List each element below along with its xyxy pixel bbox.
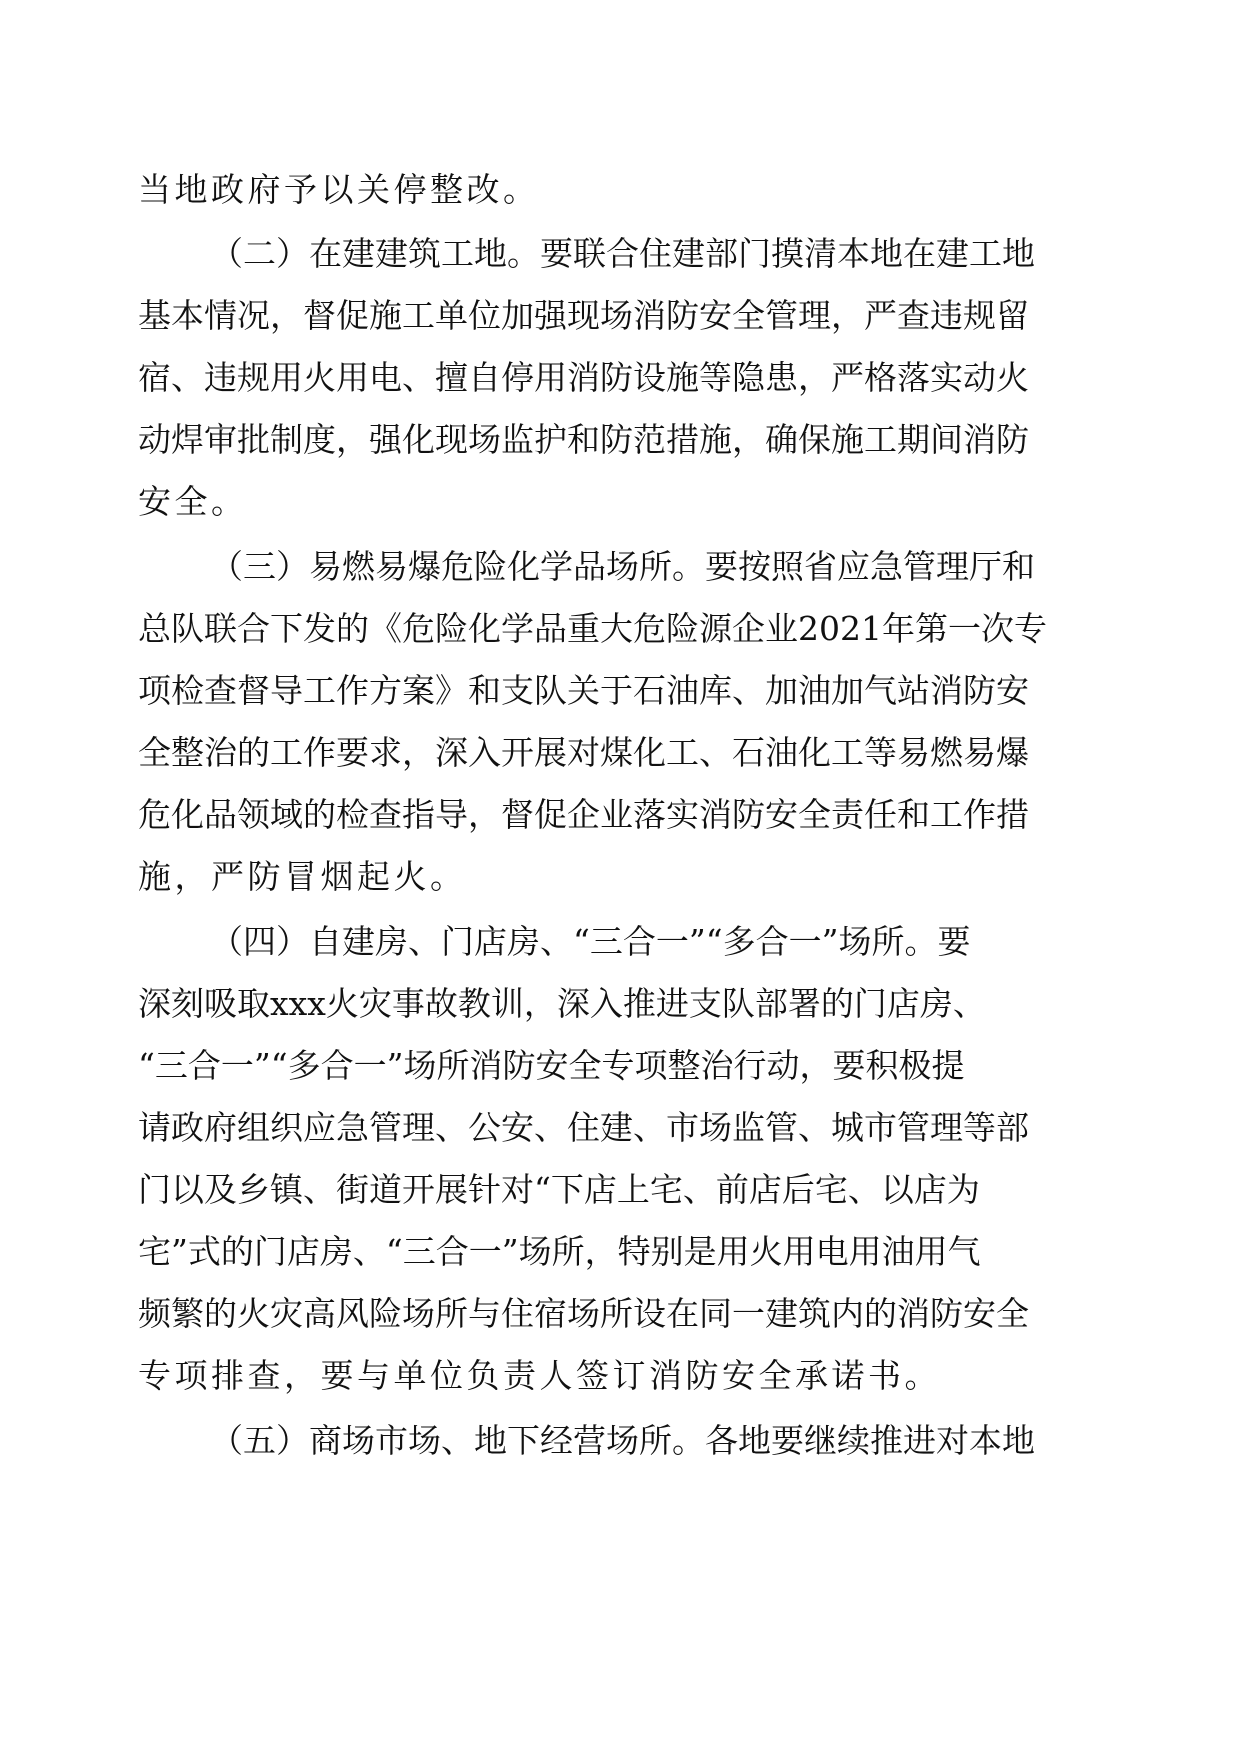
text-line: 基 本 情 况 ， 督 促 施 工 单 位 加 强 现 场 消 防 安 全 管 理 ， 严 查 违 规 留 [138,296,1029,335]
text-line: 宿 、 违 规 用 火 用 电 、 擅 自 停 用 消 防 设 施 等 隐 患 ， 严 格 落 实 动 火 [138,358,1029,397]
text-line: 当地政府予以关停整改。 [138,170,540,209]
text-line: 安全。 [138,482,248,521]
text-line: 项 检 查 督 导 工 作 方 案 》 和 支 队 关 于 石 油 库 、 加 油 加 气 站 消 防 安 [138,671,1029,710]
text-line: 频 繁 的 火 灾 高 风 险 场 所 与 住 宿 场 所 设 在 同 一 建 筑 内 的 消 防 安 全 [138,1294,1029,1333]
text-line: 总 队 联 合 下 发 的 《 危 险 化 学 品 重 大 危 险 源 企 业 2021 年 第 一 次 专 [138,609,1047,648]
text-line: 深 刻 吸 取 xxx 火 灾 事 故 教 训 ， 深 入 推 进 支 队 部 署 的 门 店 房 、 [138,984,986,1023]
text-line: 宅 ” 式 的 门 店 房 、 “ 三 合 一 ” 场 所 ， 特 别 是 用 火 用 电 用 油 用 气 [138,1232,981,1271]
text-line: 动 焊 审 批 制 度 ， 强 化 现 场 监 护 和 防 范 措 施 ， 确 保 施 工 期 间 消 防 [138,420,1029,459]
text-line: （ 三 ） 易 燃 易 爆 危 险 化 学 品 场 所 。 要 按 照 省 应 急 管 理 厅 和 [210,547,1035,586]
text-line: 请 政 府 组 织 应 急 管 理 、 公 安 、 住 建 、 市 场 监 管 、 城 市 管 理 等 部 [138,1108,1029,1147]
text-line: 门 以 及 乡 镇 、 街 道 开 展 针 对 “ 下 店 上 宅 、 前 店 后 宅 、 以 店 为 [138,1170,980,1209]
text-line: 专项排查，要与单位负责人签订消防安全承诺书。 [138,1356,941,1395]
text-line: 危 化 品 领 域 的 检 查 指 导 ， 督 促 企 业 落 实 消 防 安 全 责 任 和 工 作 措 [138,795,1029,834]
text-line: （ 五 ） 商 场 市 场 、 地 下 经 营 场 所 。 各 地 要 继 续 推 进 对 本 地 [210,1421,1035,1460]
text-line: 全 整 治 的 工 作 要 求 ， 深 入 开 展 对 煤 化 工 、 石 油 化 工 等 易 燃 易 爆 [138,733,1029,772]
text-line: 施，严防冒烟起火。 [138,857,467,896]
text-line: “ 三 合 一 ” “ 多 合 一 ” 场 所 消 防 安 全 专 项 整 治 行 动 ， 要 积 极 提 [138,1046,965,1085]
text-line: （ 四 ） 自 建 房 、 门 店 房 、 “ 三 合 一 ” “ 多 合 一 ” 场 所 。 要 [210,922,971,961]
text-line: （ 二 ） 在 建 建 筑 工 地 。 要 联 合 住 建 部 门 摸 清 本 地 在 建 工 地 [210,234,1035,273]
